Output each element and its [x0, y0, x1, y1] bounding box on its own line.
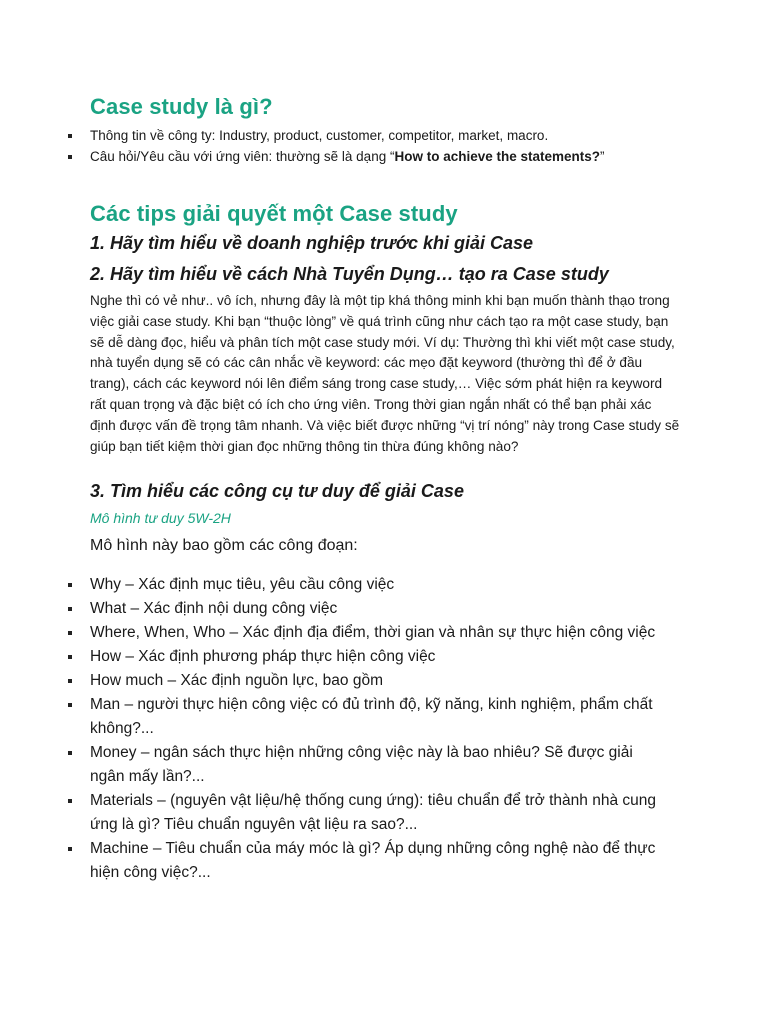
list-item: How – Xác định phương pháp thực hiện công việc	[66, 645, 670, 669]
list-item: Man – người thực hiện công việc có đủ trình độ, kỹ năng, kinh nghiệm, phẩm chất không?...	[66, 693, 670, 741]
bold-phrase: How to achieve the statements?	[394, 149, 601, 164]
list-item: Machine – Tiêu chuẩn của máy móc là gì? Áp dụng những công nghệ nào để thực hiện công việc?...	[66, 837, 670, 885]
section-title-case-study: Case study là gì?	[90, 94, 273, 119]
model-item-list	[66, 573, 670, 885]
tip-2-paragraph: Nghe thì có vẻ như.. vô ích, nhưng đây là một tip khá thông minh khi bạn muốn thành thạo trong việc giải case study. Khi bạn “thuộc lòng” về quá trình cũng như cách tạo ra một case study, bạn sẽ dễ dàng đọc, hiểu và phân tích một case study mới. Ví dụ: Thường thì khi viết một case study, nhà tuyển dụng sẽ có các cân nhắc về keyword: các mẹo đặt keyword (thường thì để ở đầu trang), cách các keyword nói lên điểm sáng trong case study,… Việc sớm phát hiện ra keyword rất quan trọng và đặc biệt có ích cho ứng viên. Trong thời gian ngắn nhất có thể bạn phải xác định được vấn đề trọng tâm nhanh. Và việc biết được những “vị trí nóng” này trong Case study sẽ giúp bạn tiết kiệm thời gian đọc những thông tin thừa đúng không nào?	[90, 293, 680, 454]
tip-3-heading: 3. Tìm hiểu các công cụ tư duy để giải Case	[90, 481, 464, 501]
list-item: What – Xác định nội dung công việc	[66, 597, 670, 621]
list-item: Thông tin về công ty: Industry, product, customer, competitor, market, macro.	[66, 125, 605, 146]
tip-1-heading: 1. Hãy tìm hiểu về doanh nghiệp trước khi giải Case	[90, 233, 534, 253]
model-intro: Mô hình này bao gồm các công đoạn:	[90, 537, 358, 554]
list-item: Why – Xác định mục tiêu, yêu cầu công việc	[66, 573, 670, 597]
list-item: Materials – (nguyên vật liệu/hệ thống cung ứng): tiêu chuẩn để trở thành nhà cung ứng là gì? Tiêu chuẩn nguyên vật liệu ra sao?...	[66, 789, 670, 837]
list-item: How much – Xác định nguồn lực, bao gồm	[66, 669, 670, 693]
list-item: Money – ngân sách thực hiện những công việc này là bao nhiêu? Sẽ được giải ngân mấy lần?...	[66, 741, 670, 789]
list-item: Where, When, Who – Xác định địa điểm, thời gian và nhân sự thực hiện công việc	[66, 621, 670, 645]
case-study-bullet-list	[66, 125, 605, 167]
model-title: Mô hình tư duy 5W-2H	[90, 510, 231, 526]
section-title-tips: Các tips giải quyết một Case study	[90, 201, 458, 226]
list-item: Câu hỏi/Yêu cầu với ứng viên: thường sẽ là dạng “How to achieve the statements?”	[66, 146, 605, 167]
tip-2-heading: 2. Hãy tìm hiểu về cách Nhà Tuyển Dụng… tạo ra Case study	[90, 264, 609, 284]
